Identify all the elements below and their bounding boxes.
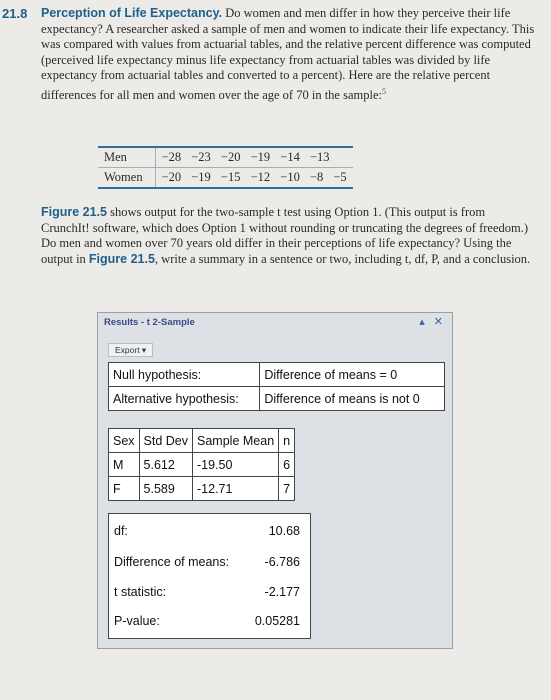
null-hypothesis-label: Null hypothesis: <box>109 363 260 387</box>
problem-number: 21.8 <box>2 6 28 21</box>
cell-std-dev: 5.612 <box>139 453 192 477</box>
problem-text <box>41 6 536 103</box>
col-header-sex: Sex <box>109 429 140 453</box>
hypothesis-table <box>108 362 445 411</box>
col-header-n: n <box>279 429 295 453</box>
stat-value: 0.05281 <box>254 614 300 628</box>
window-controls-icon[interactable]: ▴ ✕ <box>419 316 446 328</box>
instruction-part2: , write a summary in a sentence or two, including t, df, P, and a conclusion. <box>154 251 531 266</box>
cell-n: 6 <box>279 453 295 477</box>
cell-sample-mean: -12.71 <box>193 477 279 501</box>
summary-table <box>108 428 295 501</box>
figure-reference-2: Figure 21.5 <box>88 251 155 266</box>
row-label-women: Women <box>98 168 155 189</box>
problem-intro: Do women and men differ in how they perceive their life expectancy? A researcher asked a sample of men and women to indicate their life expectancy. This was compared with values from actuarial tables, and the relative percent difference was computed (perceived life expectancy minus life expectancy from actuarial tables was divided by life expectancy from actuarial tables and converted to a percent). Here are the relative percent differences for all men and women over the age of 70 in the sample: <box>41 6 535 102</box>
cell-sex: M <box>109 453 140 477</box>
table-row <box>98 147 353 168</box>
stat-label: P-value: <box>114 614 160 628</box>
row-label-men: Men <box>98 147 155 168</box>
row-values-women: −20 −19 −15 −12 −10 −8 −5 <box>155 168 353 189</box>
test-statistics-box <box>108 513 311 639</box>
col-header-std-dev: Std Dev <box>139 429 192 453</box>
data-table <box>98 146 353 189</box>
cell-sex: F <box>109 477 140 501</box>
stat-row-diff-means <box>114 555 304 569</box>
cell-n: 7 <box>279 477 295 501</box>
table-row <box>109 477 295 501</box>
table-row <box>98 168 353 189</box>
table-row <box>109 387 445 411</box>
alt-hypothesis-value: Difference of means is not 0 <box>260 387 445 411</box>
footnote-marker: 5 <box>381 86 386 96</box>
row-values-men: −28 −23 −20 −19 −14 −13 <box>155 147 353 168</box>
stat-row-p-value <box>114 614 304 628</box>
problem-title: Perception of Life Expectancy. <box>41 6 223 20</box>
figure-reference: Figure 21.5 <box>41 205 107 219</box>
export-button[interactable]: Export ▾ <box>108 343 153 357</box>
results-title: Results - t 2-Sample <box>104 317 195 328</box>
stat-value: -2.177 <box>264 585 300 599</box>
stat-label: t statistic: <box>114 585 167 599</box>
cell-std-dev: 5.589 <box>139 477 192 501</box>
alt-hypothesis-label: Alternative hypothesis: <box>109 387 260 411</box>
table-header-row <box>109 429 295 453</box>
stat-label: Difference of means: <box>114 555 230 569</box>
stat-row-df <box>114 524 304 538</box>
stat-label: df: <box>114 524 128 538</box>
instruction-text <box>41 205 536 267</box>
stat-value: 10.68 <box>268 524 300 538</box>
stat-row-t <box>114 585 304 599</box>
null-hypothesis-value: Difference of means = 0 <box>260 363 445 387</box>
table-row <box>109 363 445 387</box>
stat-value: -6.786 <box>264 555 300 569</box>
results-window <box>97 312 453 649</box>
table-row <box>109 453 295 477</box>
col-header-sample-mean: Sample Mean <box>193 429 279 453</box>
instruction-part1: shows output for the two-sample t test using Option 1. (This output is from CrunchIt! software, which does Option 1 without rounding or truncating the degrees of freedom.) Do men and women over 70 years old differ in their perceptions of life expectancy? Using the output in <box>41 205 529 266</box>
cell-sample-mean: -19.50 <box>193 453 279 477</box>
